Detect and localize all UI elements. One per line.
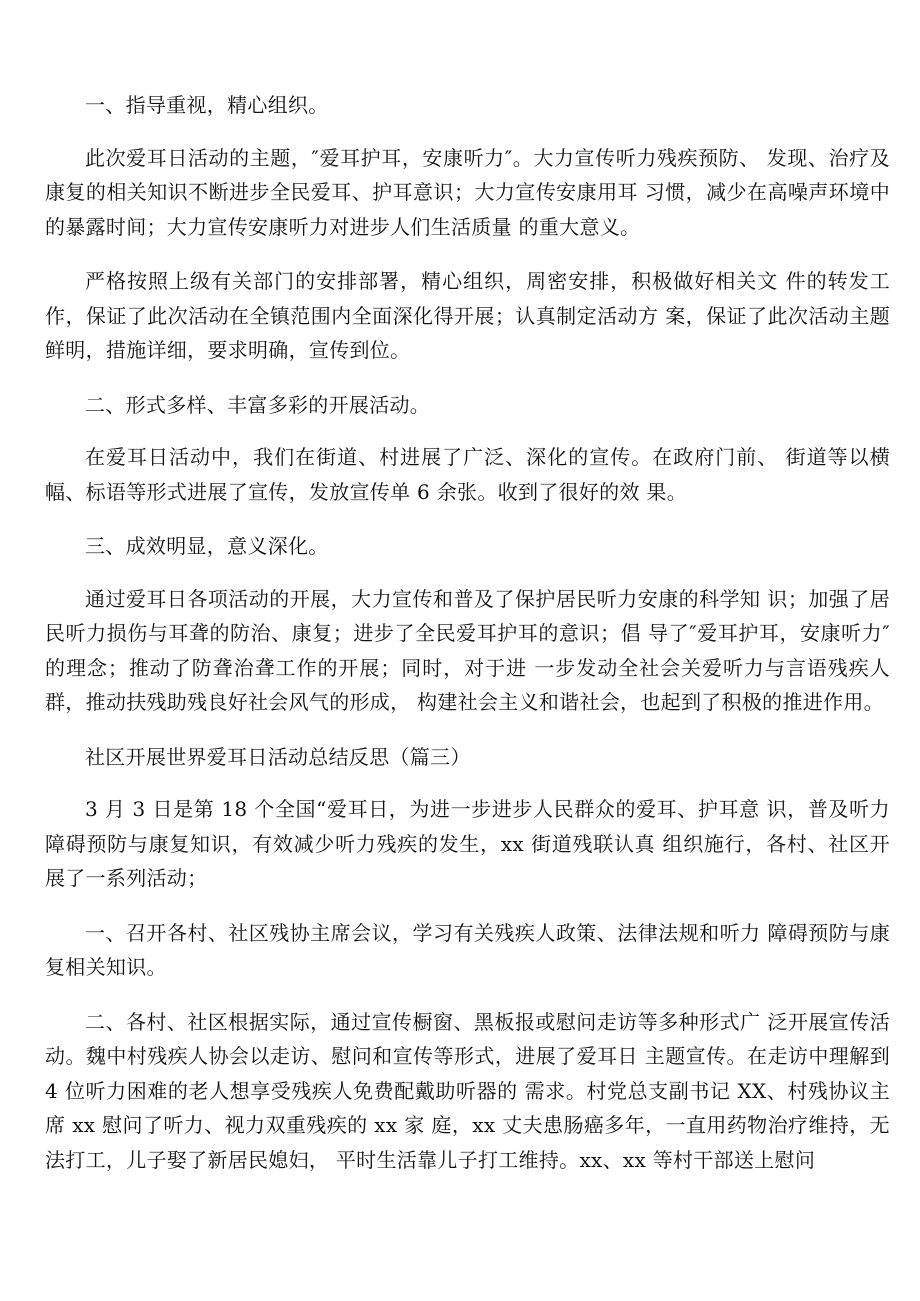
paragraph-intro: 3 月 3 日是第 18 个全国“爱耳日，为进一步进步人民群众的爱耳、护耳意 识，普及听力障碍预防与康复知识，有效减少听力残疾的发生，xx 街道残联认真 组织施行，各村、社区开展了一系列活动； [45,797,890,890]
section-heading-2: 二、形式多样、丰富多彩的开展活动。 [85,392,431,417]
section-heading-1: 一、指导重视，精心组织。 [85,93,329,117]
document-page [45,88,890,1197]
paragraph-meeting: 一、召开各村、社区残协主席会议，学习有关残疾人政策、法律法规和听力 障碍预防与康复相关知识。 [45,920,890,979]
paragraph-deployment: 严格按照上级有关部门的安排部署，精心组织，周密安排，积极做好相关文 件的转发工作，保证了此次活动在全镇范围内全面深化得开展；认真制定活动方 案，保证了此次活动主题鲜明，措施详细，要求明确，宣传到位。 [45,269,890,362]
article-title: 社区开展世界爱耳日活动总结反思（篇三） [85,744,471,769]
paragraph-activities: 二、各村、社区根据实际，通过宣传橱窗、黑板报或慰问走访等多种形式广 泛开展宣传活动。魏中村残疾人协会以走访、慰问和宣传等形式，进展了爱耳日 主题宣传。在走访中理解到 4 位听力困难的老人想享受残疾人免费配戴助听器的 需求。村党总支副书记 XX、村残协议主席 xx 慰问了听力、视力双重残疾的 xx 家 庭，xx 丈夫患肠癌多年，一直用药物治疗维持，无法打工，儿子娶了新居民媳妇， 平时生活靠儿子打工维持。xx、xx 等村干部送上慰问 [45,1009,890,1172]
section-heading-3: 三、成效明显，意义深化。 [85,534,329,558]
paragraph-theme: 此次爱耳日活动的主题，″爱耳护耳，安康听力″。大力宣传听力残疾预防、 发现、治疗及康复的相关知识不断进步全民爱耳、护耳意识；大力宣传安康用耳 习惯，减少在高噪声环境中的暴露时间；大力宣传安康听力对进步人们生活质量 的重大意义。 [45,145,890,239]
paragraph-results: 通过爱耳日各项活动的开展，大力宣传和普及了保护居民听力安康的科学知 识；加强了居民听力损伤与耳聋的防治、康复；进步了全民爱耳护耳的意识；倡 导了″爱耳护耳，安康听力″的理念；推动了防聋治聋工作的开展；同时，对于进 一步发动全社会关爱听力与言语残疾人群，推动扶残助残良好社会风气的形成， 构建社会主义和谐社会，也起到了积极的推进作用。 [45,586,890,714]
paragraph-publicity: 在爱耳日活动中，我们在街道、村进展了广泛、深化的宣传。在政府门前、 街道等以横幅、标语等形式进展了宣传，发放宣传单 6 余张。收到了很好的效 果。 [45,445,890,504]
